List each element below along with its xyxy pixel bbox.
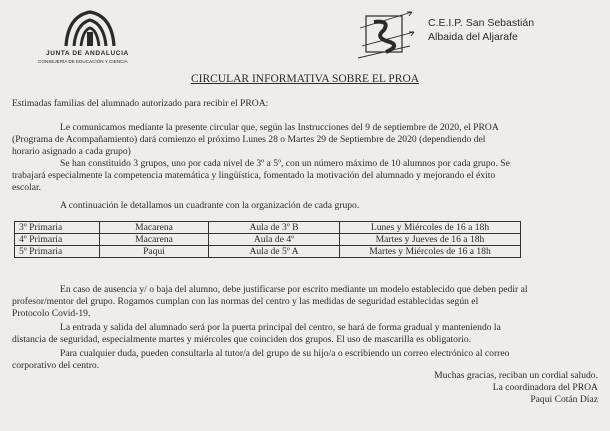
paragraph-6-line-1: Para cualquier duda, pueden consultarla al tutor/a del grupo de su hijo/a o escribiendo un correo electrónico al correo [60,348,510,359]
paragraph-5-line-2: distancia de seguridad, especialmente martes y miércoles que coinciden dos grupos. El uso de mascarilla es obligatorio. [12,334,472,345]
level-cell: 3º Primaria [15,222,100,234]
teacher-cell: Paqui [100,246,209,258]
document-title: CIRCULAR INFORMATIVA SOBRE EL PROA [190,73,420,85]
room-cell: Aula de 4º [209,234,340,246]
paragraph-2-line-1: Se han constituido 3 grupos, uno por cada nivel de 3º a 5º, con un número máximo de 10 alumnos por cada grupo. Se [60,158,510,169]
table-row [15,234,521,246]
paragraph-2-line-2: trabajará especialmente la competencia matemática y lingüística, fomentado la motivación del alumnado y mejorando el éxito [12,170,496,181]
groups-table [14,221,521,258]
closing-thanks: Muchas gracias, reciban un cordial saludo. [434,370,598,381]
paragraph-4-line-1: En caso de ausencia y/ o baja del alumno, debe justificarse por escrito mediante un modelo establecido que deben pedir al [60,284,528,295]
table-row [15,222,521,234]
junta-name: JUNTA DE ANDALUCIA [46,50,129,57]
closing-role: La coordinadora del PROA [492,382,598,393]
schedule-cell: Martes y Miércoles de 16 a 18h [340,246,521,258]
paragraph-5-line-1: La entrada y salida del alumnado será por la puerta principal del centro, se hará de forma gradual y manteniendo la [60,322,501,333]
level-cell: 4º Primaria [15,234,100,246]
paragraph-4-line-3: Protocolo Covid-19. [12,308,91,319]
junta-de-andalucia-logo-icon [60,8,120,48]
paragraph-1-line-1: Le comunicamos mediante la presente circular que, según las Instrucciones del 9 de septiembre de 2020, el PROA [60,122,499,133]
room-cell: Aula de 5º A [209,246,340,258]
paragraph-1-line-2: (Programa de Acompañamiento) dará comienzo el próximo Lunes 28 o Martes 29 de Septiembre de 2020 (dependiendo del [12,134,486,145]
schedule-cell: Lunes y Miércoles de 16 a 18h [340,222,521,234]
school-emblem-icon [356,6,418,62]
room-cell: Aula de 3º B [209,222,340,234]
paragraph-6-line-2: corporativo del centro. [12,360,100,371]
level-cell: 5º Primaria [15,246,100,258]
closing-signatory: Paqui Cotán Díaz [530,394,598,405]
junta-department: CONSEJERÍA DE EDUCACIÓN Y CIENCIA [38,59,128,64]
teacher-cell: Macarena [100,222,209,234]
schedule-cell: Martes y Jueves de 16 a 18h [340,234,521,246]
school-town: Albaida del Aljarafe [428,31,518,43]
table-row [15,246,521,258]
paragraph-4-line-2: profesor/mentor del grupo. Rogamos cumplan con las normas del centro y las medidas de seguridad establecidas según el [12,296,479,307]
teacher-cell: Macarena [100,234,209,246]
paragraph-1-line-3: horario asignado a cada grupo) [12,146,131,157]
school-name: C.E.I.P. San Sebastián [428,17,535,29]
paragraph-3: A continuación le detallamos un cuadrante con la organización de cada grupo. [60,200,360,211]
paragraph-2-line-3: escolar. [12,182,42,193]
greeting: Estimadas familias del alumnado autorizado para recibir el PROA: [12,98,269,109]
